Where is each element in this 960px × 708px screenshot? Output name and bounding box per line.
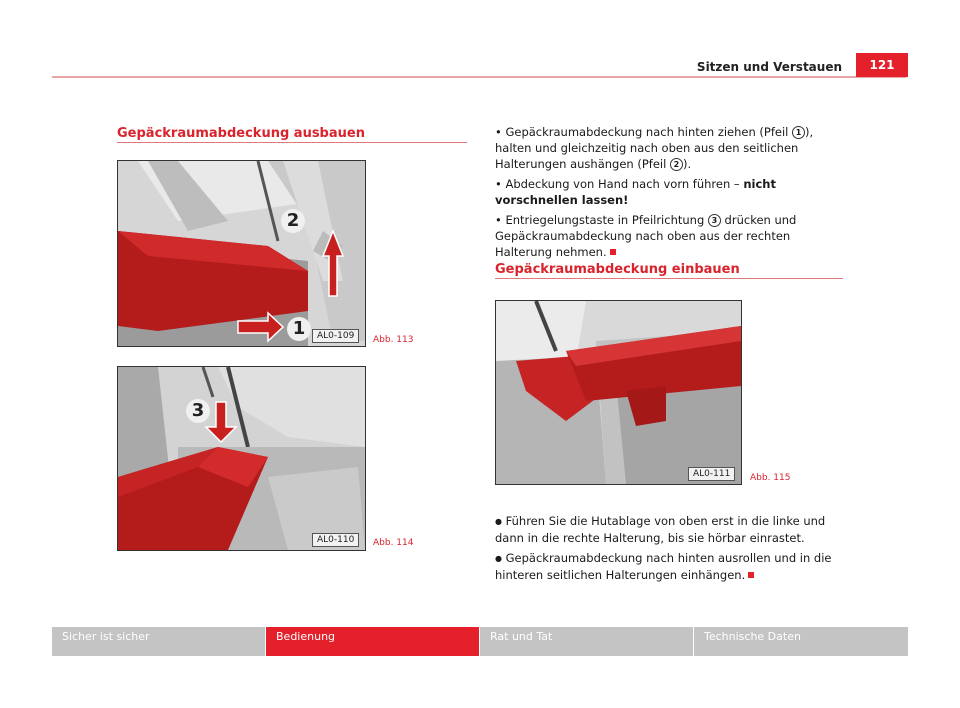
figure-113 <box>117 160 366 347</box>
figure-caption: Abb. 115 <box>750 473 791 483</box>
page-number: 121 <box>856 53 908 77</box>
callout-3: 3 <box>186 399 210 423</box>
figure-tag: AL0-110 <box>312 533 359 547</box>
end-square-icon <box>748 572 754 578</box>
instructions-install <box>495 513 845 587</box>
figure-tag: AL0-111 <box>688 467 735 481</box>
number-marker: 2 <box>670 158 683 171</box>
section-heading-install: Gepäckraumabdeckung einbauen <box>495 262 740 277</box>
header-rule <box>52 76 906 78</box>
step-paragraph: • Abdeckung von Hand nach vorn führen – nicht vorschnellen lassen! <box>495 177 776 207</box>
footer-tab-technische-daten[interactable]: Technische Daten <box>694 627 908 656</box>
running-header: Sitzen und Verstauen <box>696 60 842 74</box>
heading-rule <box>117 142 467 143</box>
figure-caption: Abb. 113 <box>373 335 414 345</box>
figure-caption: Abb. 114 <box>373 538 414 548</box>
step-paragraph: • Entriegelungstaste in Pfeilrichtung 3 drücken und Gepäckraumabdeckung nach oben aus der rechten Halterung nehmen. <box>495 213 797 259</box>
number-marker: 3 <box>708 214 721 227</box>
callout-2: 2 <box>281 209 305 233</box>
section-heading-remove: Gepäckraumabdeckung ausbauen <box>117 126 365 141</box>
step-paragraph: ● Führen Sie die Hutablage von oben erst in die linke und dann in die rechte Halterung, bis sie hörbar einrastet. <box>495 514 826 545</box>
figure-tag: AL0-109 <box>312 329 359 343</box>
heading-rule <box>495 278 843 279</box>
step-paragraph: • Gepäckraumabdeckung nach hinten ziehen (Pfeil 1 ), halten und gleichzeitig nach oben aus den seitlichen Halterungen aushängen (Pfeil 2 ). <box>495 125 814 171</box>
footer-tab-bedienung[interactable]: Bedienung <box>266 627 479 656</box>
callout-1: 1 <box>287 317 311 341</box>
number-marker: 1 <box>792 126 805 139</box>
end-square-icon <box>610 249 616 255</box>
figure-114 <box>117 366 366 551</box>
instructions-remove <box>495 124 845 264</box>
footer-tab-rat-und-tat[interactable]: Rat und Tat <box>480 627 693 656</box>
step-paragraph: ● Gepäckraumabdeckung nach hinten ausrollen und in die hinteren seitlichen Halterungen einhängen. <box>495 551 832 582</box>
figure-115 <box>495 300 742 485</box>
footer-tab-sicher[interactable]: Sicher ist sicher <box>52 627 265 656</box>
